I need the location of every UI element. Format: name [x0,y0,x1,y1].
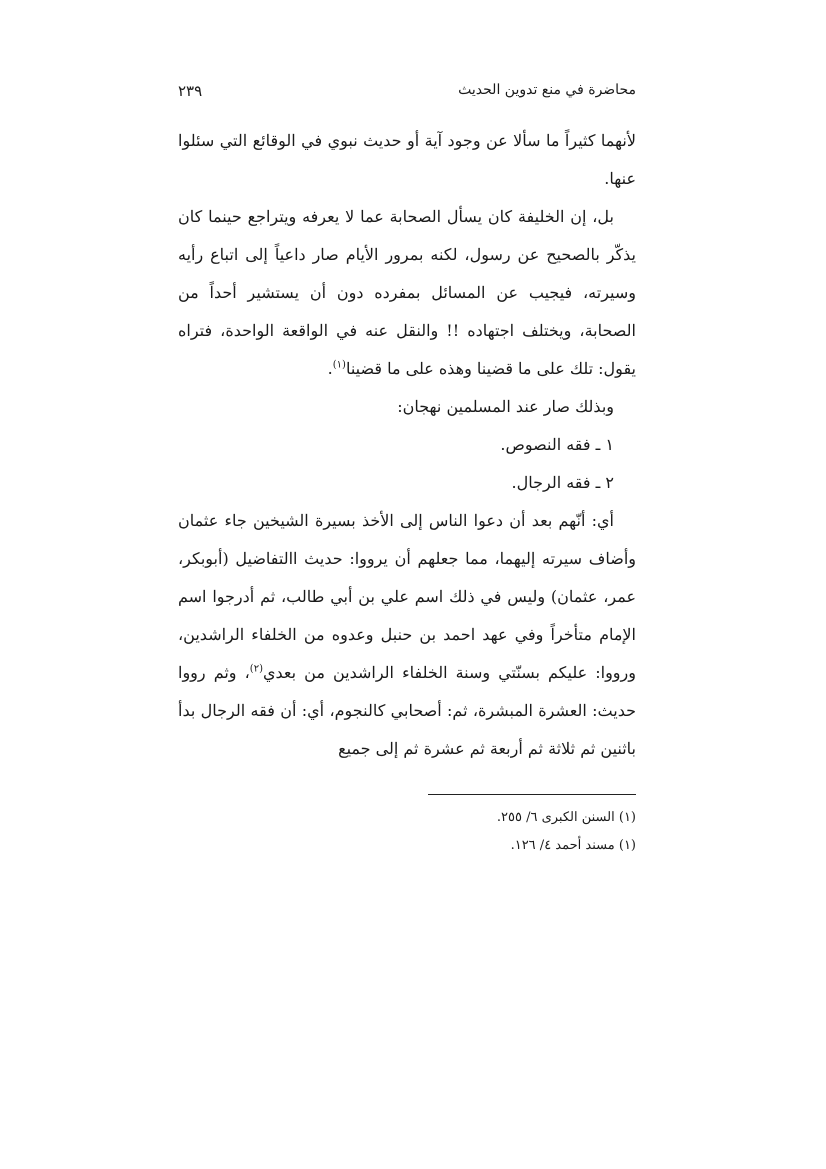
footnote-divider [428,794,636,795]
paragraph [178,502,636,768]
footnotes [178,804,636,860]
list-item: ١ ـ فقه النصوص. [500,435,614,454]
page-header [178,78,636,108]
main-text [178,122,636,768]
footnote-ref: (٢) [249,663,263,675]
paragraph-text: بل، إن الخليفة كان يسأل الصحابة عما لا يعرفه ويتراجع حينما كان يذكّر بالصحيح عن رسول، لكنه بمرور الأيام صار داعياً إلى اتباع رأيه وسيرته، فيجيب عن المسائل بمفرده دون أن يستشير أحداً من الصحابة، ويختلف اجتهاده !! والنقل عنه في الواقعة الواحدة، فتراه يقول: تلك على ما قضينا وهذه على ما قضينا [178,207,636,378]
period: . [327,359,333,378]
footnote-ref: (١) [332,359,346,371]
footnote: (١) مسند أحمد ٤/ ١٢٦. [510,838,636,853]
footnote: (١) السنن الكبرى ٦/ ٢٥٥. [496,810,636,825]
paragraph: وبذلك صار عند المسلمين نهجان: [397,397,614,416]
running-title: محاضرة في منع تدوين الحديث [458,82,636,98]
paragraph [178,198,636,388]
list-item: ٢ ـ فقه الرجال. [511,473,614,492]
paragraph-text: ، وثم رووا حديث: العشرة المبشرة، ثم: أصحابي كالنجوم، أي: أن فقه الرجال بدأ باثنين ثم ثلاثة ثم أربعة ثم عشرة ثم إلى جميع [178,663,636,758]
paragraph: لأنهما كثيراً ما سألا عن وجود آية أو حديث نبوي في الوقائع التي سئلوا عنها. [178,131,636,188]
paragraph-text: أي: أنّهم بعد أن دعوا الناس إلى الأخذ بسيرة الشيخين جاء عثمان وأضاف سيرته إليهما، مما جعلهم أن يرووا: حديث االتفاضيل (أبوبكر، عمر، عثمان) وليس في ذلك اسم علي بن أبي طالب، ثم أدرجوا اسم الإمام متأخراً وفي عهد احمد بن حنبل وعدوه من الخلفاء الراشدين، ورووا: عليكم بسنّتي وسنة الخلفاء الراشدين من بعدي [178,511,636,682]
page-number: ٢٣٩ [178,82,203,100]
